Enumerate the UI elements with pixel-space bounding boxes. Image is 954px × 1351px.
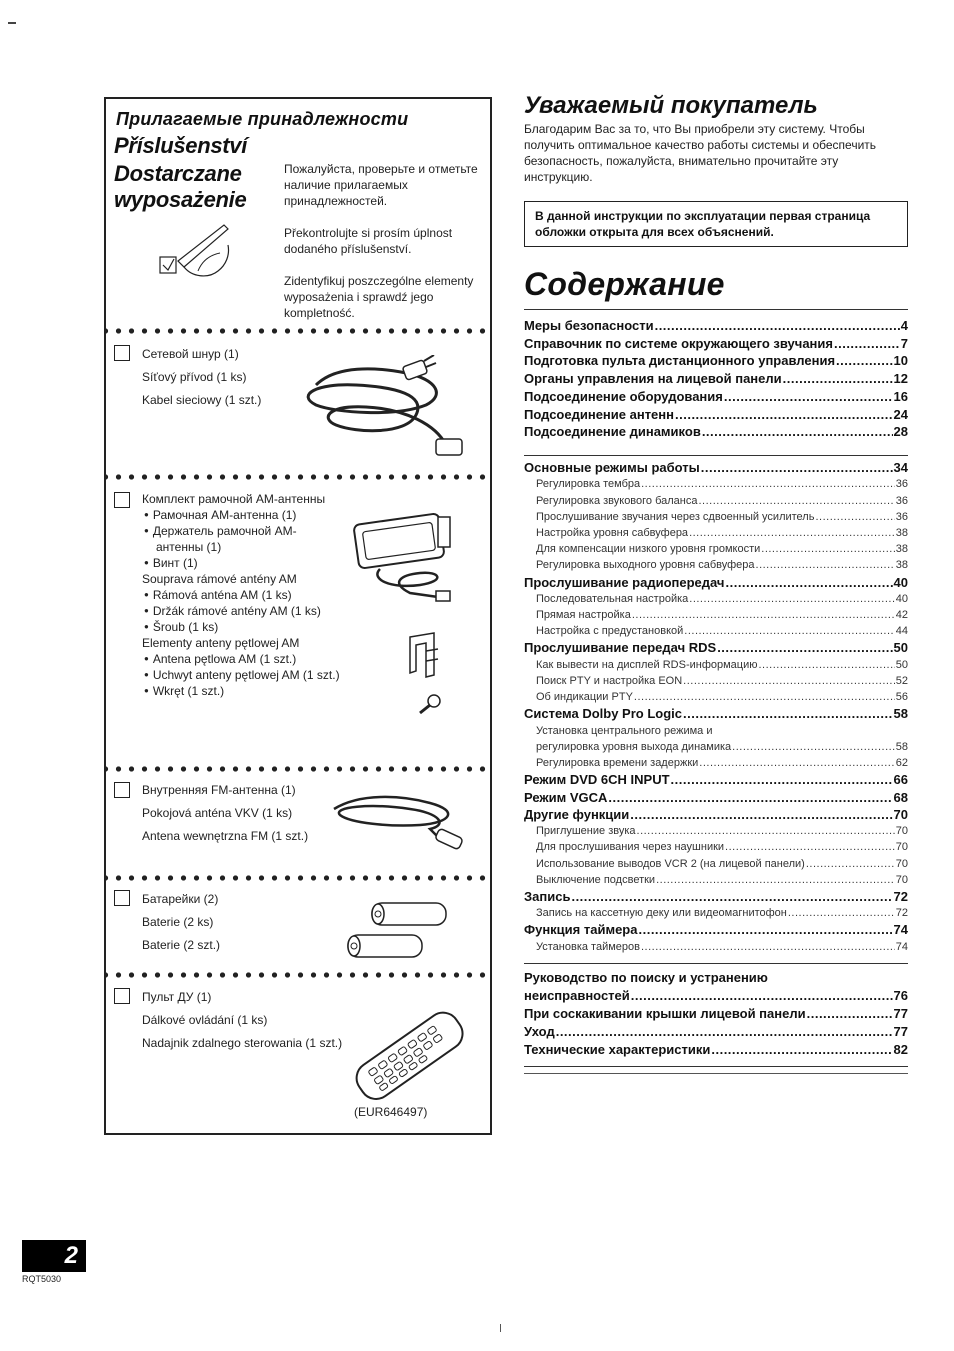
toc-entry-title: Подготовка пульта дистанционного управления: [524, 353, 836, 369]
toc-entry-page: 68: [893, 789, 908, 805]
toc-entry-title: Последовательная настройка: [536, 592, 689, 605]
toc-leader-dots: [634, 691, 895, 703]
checkbox-remote[interactable]: [114, 988, 130, 1004]
toc-leader-dots: [759, 659, 895, 671]
pen-checkmark-icon: [158, 221, 248, 281]
toc-entry-title: Регулировка времени задержки: [536, 757, 699, 769]
toc-leader-dots: [675, 407, 893, 422]
toc-entry-title: Система Dolby Pro Logic: [524, 706, 682, 722]
am-item-ru: ● Держатель рамочной АМ-: [144, 523, 297, 539]
toc-entry[interactable]: [524, 807, 908, 825]
toc-entry-title: Основные режимы работы: [524, 460, 700, 475]
toc-entry[interactable]: [524, 1006, 908, 1024]
toc-rule: [524, 1073, 908, 1074]
toc-entry-page: 58: [893, 706, 908, 722]
cord-ru: Сетевой шнур (1): [142, 347, 239, 361]
checkbox-cord[interactable]: [114, 345, 130, 361]
toc-entry[interactable]: [524, 460, 908, 478]
checkbox-fm-antenna[interactable]: [114, 782, 130, 798]
toc-entry[interactable]: [524, 511, 908, 527]
toc-leader-dots: [632, 609, 895, 621]
am-item-ru: ● Рамочная АМ-антенна (1): [144, 507, 296, 523]
fm-antenna-cz: Pokojová anténa VKV (1 ks): [142, 806, 293, 820]
am-item-cz: ● Držák rámové antény AM (1 ks): [144, 603, 321, 619]
fm-antenna-pl: Antena wewnętrzna FM (1 szt.): [142, 829, 309, 843]
remote-control-icon: [346, 1007, 472, 1103]
toc-entry-page: 40: [893, 574, 908, 590]
toc-entry-page: 36: [895, 510, 908, 523]
toc-entry[interactable]: [524, 495, 908, 511]
toc-entry-page: 70: [893, 806, 908, 822]
toc-rule: [524, 309, 908, 310]
toc-entry-title: Регулировка тембра: [536, 478, 641, 491]
toc-entry-page: 70: [895, 825, 908, 838]
toc-entry-page: 82: [893, 1042, 908, 1057]
toc-entry-page: 74: [895, 940, 908, 953]
gutter-mark: [500, 1324, 501, 1332]
toc-leader-dots: [725, 575, 892, 590]
toc-leader-dots: [656, 874, 895, 886]
am-antenna-cz: Souprava rámové antény AM: [142, 572, 297, 586]
toc-entry-title: Установка центрального режима и: [536, 724, 713, 737]
accessories-intro-cz: Překontrolujte si prosím úplnost dodaného příslušenství.: [284, 226, 453, 256]
toc-entry[interactable]: [524, 389, 908, 407]
customer-title: Уважаемый покупатель: [524, 92, 818, 119]
divider-dots: [106, 872, 490, 884]
toc-entry[interactable]: [524, 757, 908, 773]
toc-entry-title: Запись: [524, 888, 571, 904]
cord-cz: Síťový přívod (1 ks): [142, 370, 247, 384]
remote-cz: Dálkové ovládání (1 ks): [142, 1013, 268, 1027]
toc-entry-page: 36: [895, 494, 908, 507]
toc-entry-title: Выключение подсветки: [536, 873, 656, 886]
am-item-pl: ● Wkręt (1 szt.): [144, 683, 224, 699]
toc-leader-dots: [761, 543, 894, 555]
toc-entry-title: Руководство по поиску и устранению: [524, 970, 768, 985]
remote-pl: Nadajnik zdalnego sterowania (1 szt.): [142, 1036, 343, 1050]
toc-entry-page: 40: [895, 592, 908, 605]
toc-leader-dots: [638, 922, 892, 937]
toc-entry[interactable]: [524, 841, 908, 857]
toc-leader-dots: [631, 988, 893, 1003]
screw-icon: [416, 693, 442, 717]
power-cord-icon: [296, 355, 476, 465]
toc-leader-dots: [571, 889, 892, 904]
toc-entry-page: 62: [895, 757, 908, 769]
toc-leader-dots: [689, 527, 895, 539]
toc-entry-page: 12: [893, 371, 908, 387]
toc-entry-title: Приглушение звука: [536, 825, 636, 838]
toc-entry-title: Режим DVD 6CH INPUT: [524, 772, 670, 788]
toc-entry-title: Прослушивание радиопередач: [524, 574, 725, 590]
toc-entry[interactable]: [524, 625, 908, 641]
toc-entry-page: 77: [893, 1024, 908, 1039]
toc-entry[interactable]: [524, 725, 908, 741]
toc-entry-page: 70: [895, 857, 908, 870]
toc-entry-title: Использование выводов VCR 2 (на лицевой панели): [536, 857, 805, 870]
toc-entry-page: 50: [893, 640, 908, 656]
toc-entry-title: Подсоединение динамиков: [524, 424, 701, 440]
antenna-holder-icon: [404, 631, 444, 681]
toc-leader-dots: [699, 495, 895, 507]
toc-entry-page: 52: [895, 674, 908, 687]
toc-entry-page: 70: [895, 873, 908, 886]
toc-entry-title: Функция таймера: [524, 922, 638, 938]
toc-entry-page: 34: [893, 460, 908, 475]
toc-leader-dots: [711, 1042, 892, 1057]
toc-leader-dots: [641, 941, 895, 953]
am-antenna-pl: Elementy anteny pętlowej AM: [142, 636, 300, 650]
toc-entry-page: 38: [895, 543, 908, 556]
toc-leader-dots: [806, 858, 895, 870]
accessories-box: [104, 97, 492, 1135]
cord-pl: Kabel sieciowy (1 szt.): [142, 393, 262, 407]
toc-entry-page: 38: [895, 526, 908, 539]
toc-entry[interactable]: [524, 353, 908, 371]
toc-leader-dots: [608, 790, 892, 805]
am-item-ru: антенны (1): [156, 540, 222, 554]
toc-entry-page: 28: [893, 424, 908, 440]
toc-entry-troubleshooting[interactable]: [524, 970, 908, 988]
toc-entry-title: Меры безопасности: [524, 318, 654, 333]
toc-leader-dots: [836, 353, 892, 368]
toc-entry-page: 70: [895, 841, 908, 854]
toc-entry[interactable]: [524, 575, 908, 593]
am-antenna-ru: Комплект рамочной АМ-антенны: [142, 492, 326, 506]
toc-entry-title: Запись на кассетную деку или видеомагнитофон: [536, 907, 787, 920]
toc-entry-title: Прямая настройка: [536, 609, 631, 621]
toc-entry-title: Регулировка выходного уровня сабвуфера: [536, 559, 755, 572]
toc-entry-page: 72: [893, 888, 908, 904]
page-number: 2: [22, 1240, 86, 1272]
toc-entry-title: При соскакивании крышки лицевой панели: [524, 1006, 806, 1021]
toc-entry-title: Подсоединение оборудования: [524, 388, 723, 404]
toc-entry-title: Об индикации PTY: [536, 691, 633, 704]
toc-entry[interactable]: [524, 1024, 908, 1042]
toc-entry[interactable]: [524, 889, 908, 907]
toc-entry-page: 74: [893, 922, 908, 938]
toc-entry[interactable]: [524, 858, 908, 874]
toc-entry[interactable]: [524, 336, 908, 354]
divider-dots: [106, 325, 490, 337]
toc-entry[interactable]: [524, 527, 908, 543]
toc-entry-page: 56: [895, 691, 908, 704]
toc-entry[interactable]: [524, 706, 908, 724]
fm-antenna-ru: Внутренняя FM-антенна (1): [142, 783, 296, 797]
toc-entry-title: Подсоединение антенн: [524, 406, 674, 422]
am-loop-antenna-icon: [350, 513, 460, 603]
toc-leader-dots: [689, 593, 894, 605]
toc-leader-dots: [556, 1024, 893, 1039]
toc-entry-title: Прослушивание передач RDS: [524, 640, 717, 656]
toc-entry-page: 44: [895, 625, 908, 638]
batteries-cz: Baterie (2 ks): [142, 915, 214, 929]
batteries-ru: Батарейки (2): [142, 892, 219, 906]
toc-entry-page: 72: [895, 907, 908, 920]
toc-entry-page: 66: [893, 772, 908, 788]
accessories-title-ru: Прилагаемые принадлежности: [116, 109, 409, 129]
am-item-pl: ● Uchwyt anteny pętlowej AM (1 szt.): [144, 667, 340, 683]
toc-leader-dots: [671, 772, 893, 787]
toc-entry[interactable]: [524, 371, 908, 389]
customer-text: Благодарим Вас за то, что Вы приобрели эту систему. Чтобы получить оптимальное качество работы системы и обеспечить безопасность, пожалуйста, внимательно прочитайте эту инструкцию.: [524, 122, 877, 184]
toc-entry[interactable]: [524, 609, 908, 625]
accessories-title-pl-1: Dostarczane: [114, 161, 242, 186]
batteries-pl: Baterie (2 szt.): [142, 938, 221, 952]
toc-leader-dots: [683, 706, 893, 721]
toc-leader-dots: [630, 807, 892, 822]
toc-entry[interactable]: [524, 691, 908, 707]
toc-leader-dots: [683, 675, 895, 687]
toc-leader-dots: [788, 907, 895, 919]
toc-entry[interactable]: [524, 424, 908, 442]
toc-leader-dots: [834, 336, 900, 351]
toc-entry-title: Установка таймеров: [536, 940, 640, 953]
toc-leader-dots: [717, 640, 892, 655]
am-item-cz: ● Rámová anténa AM (1 ks): [144, 587, 292, 603]
toc-entry-page: 36: [895, 478, 908, 491]
toc-leader-dots: [732, 741, 895, 753]
toc-entry[interactable]: [524, 318, 908, 336]
remote-model-number: (EUR646497): [354, 1105, 428, 1119]
toc-entry[interactable]: [524, 1042, 908, 1060]
toc-entry-page: 58: [895, 740, 908, 753]
toc-entry[interactable]: [524, 772, 908, 790]
toc-entry-page: 10: [893, 353, 908, 369]
toc-entry[interactable]: [524, 825, 908, 841]
toc-entry-title: Справочник по системе окружающего звучания: [524, 335, 833, 351]
toc-entry-page: 42: [895, 609, 908, 621]
toc-leader-dots: [783, 371, 893, 386]
remote-ru: Пульт ДУ (1): [142, 990, 212, 1004]
toc-entry[interactable]: [524, 675, 908, 691]
toc-leader-dots: [725, 841, 895, 853]
toc-entry-title: Уход: [524, 1024, 555, 1039]
am-item-pl: ● Antena pętlowa AM (1 szt.): [144, 651, 296, 667]
divider-dots: [106, 763, 490, 775]
toc-rule: [524, 1066, 908, 1067]
am-item-cz: ● Šroub (1 ks): [144, 619, 218, 635]
toc-entry[interactable]: [524, 659, 908, 675]
toc-entry-title: Для компенсации низкого уровня громкости: [536, 543, 761, 556]
margin-mark: [8, 22, 16, 24]
toc-leader-dots: [655, 318, 900, 333]
toc-entry-page: 50: [895, 658, 908, 671]
toc-leader-dots: [702, 424, 893, 439]
batteries-icon: [342, 897, 452, 967]
toc-leader-dots: [815, 511, 894, 523]
toc-entry[interactable]: [524, 478, 908, 494]
toc-entry[interactable]: [524, 741, 908, 757]
toc-entry-page: 38: [895, 559, 908, 572]
toc-entry-title: Органы управления на лицевой панели: [524, 371, 782, 387]
toc-entry[interactable]: [524, 593, 908, 609]
toc-entry[interactable]: [524, 907, 908, 923]
toc-entry-title: регулировка уровня выхода динамика: [536, 740, 732, 753]
toc-entry-title: неисправностей: [524, 988, 630, 1003]
toc-leader-dots: [756, 559, 895, 571]
accessories-title-pl-2: wyposażenie: [114, 187, 247, 212]
toc-entry-title: Другие функции: [524, 806, 630, 822]
toc-entry[interactable]: [524, 407, 908, 425]
toc-entry[interactable]: [524, 941, 908, 957]
toc-entry-title: Регулировка звукового баланса: [536, 494, 698, 507]
toc-entry-title: Настройка уровня сабвуфера: [536, 526, 689, 539]
toc-entry[interactable]: [524, 543, 908, 559]
toc-entry[interactable]: [524, 790, 908, 808]
toc-entry[interactable]: [524, 874, 908, 890]
toc-title: Содержание: [524, 266, 725, 302]
toc-leader-dots: [637, 825, 895, 837]
toc-leader-dots: [807, 1006, 893, 1021]
toc-entry-page: 76: [893, 988, 908, 1003]
toc-entry-title: Поиск PTY и настройка EON: [536, 674, 683, 687]
divider-dots: [106, 969, 490, 981]
toc-entry-title: Прослушивание звучания через сдвоенный усилитель: [536, 510, 815, 523]
cover-note-box: В данной инструкции по эксплуатации первая страница обложки открыта для всех объяснений.: [524, 201, 908, 247]
toc-entry[interactable]: [524, 559, 908, 575]
toc-entry[interactable]: [524, 922, 908, 940]
toc-entry-title: Для прослушивания через наушники: [536, 841, 725, 854]
accessories-title-cz: Příslušenství: [114, 133, 248, 158]
toc-leader-dots: [699, 757, 894, 769]
toc-entry-page: 7: [900, 335, 908, 351]
toc-entry-page: 77: [893, 1006, 908, 1021]
toc-entry-title: Как вывести на дисплей RDS-информацию: [536, 658, 758, 671]
toc-entry-page: 24: [893, 406, 908, 422]
toc-entry-page: 4: [900, 318, 908, 333]
toc-entry[interactable]: [524, 988, 908, 1006]
toc-rule: [524, 963, 908, 964]
toc-rule: [524, 455, 908, 456]
am-item-ru: ● Винт (1): [144, 555, 198, 571]
toc-leader-dots: [641, 478, 895, 490]
toc-entry-page: 16: [893, 388, 908, 404]
toc-leader-dots: [684, 625, 894, 637]
toc-entry[interactable]: [524, 640, 908, 658]
checkbox-am-antenna[interactable]: [114, 492, 130, 508]
toc-entry-title: Настройка с предустановкой: [536, 625, 684, 638]
toc-entry-title: Режим VGCA: [524, 789, 608, 805]
page-code: RQT5030: [22, 1274, 62, 1284]
divider-dots: [106, 471, 490, 483]
toc-leader-dots: [724, 389, 893, 404]
checkbox-batteries[interactable]: [114, 890, 130, 906]
accessories-intro-ru: Пожалуйста, проверьте и отметьте наличие прилагаемых принадлежностей.: [284, 162, 478, 208]
toc-leader-dots: [701, 460, 893, 475]
accessories-intro-pl: Zidentyfikuj poszczególne elementy wyposażenia i sprawdź jego kompletność.: [284, 274, 474, 320]
toc-entry-title: Технические характеристики: [524, 1042, 711, 1057]
fm-antenna-wire-icon: [330, 789, 470, 859]
